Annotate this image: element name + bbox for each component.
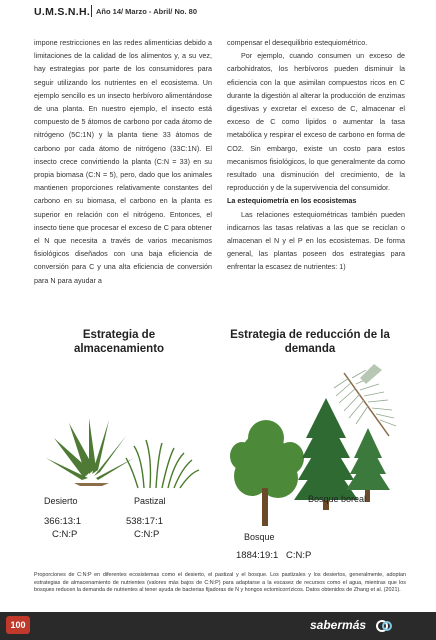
forest-tree-illustration	[230, 420, 304, 526]
header-divider	[91, 5, 92, 17]
desert-label: Desierto	[44, 496, 78, 506]
grassland-illustration	[126, 440, 199, 488]
grassland-cnp: C:N:P	[134, 529, 160, 540]
forest-cnp: C:N:P	[286, 550, 312, 561]
pine-branch-illustration	[334, 364, 396, 436]
left-column	[34, 36, 212, 287]
ecosystem-figure	[34, 318, 406, 568]
right-column	[227, 36, 405, 274]
figure-title-storage: Estrategia de almacenamiento	[73, 329, 165, 355]
brand-name: sabermás	[310, 618, 367, 632]
boreal-forest-label: Bosque boreal	[308, 494, 367, 504]
desert-plant-illustration	[46, 418, 134, 486]
right-paragraph-1: compensar el desequilibrio estequiométrico.	[227, 38, 368, 47]
section-subheading: La estequiometría en los ecosistemas	[227, 196, 357, 206]
right-paragraph-2: Por ejemplo, cuando consumen un exceso de carbohidratos, los herbívoros pueden disminuir la eficiencia con la que asimilan compuestos ricos en C durante la digestión al alterar la producción de enzimas digestivas y excretar el exceso de C, almacenar el exceso de C como lípidos o aumentar la tasa metabólica y respirar el exceso de carbono en forma de CO2. Sin embargo, existe un costo para estos mecanismos fisiológicos, lo que generalmente da como resultado una disminución del crecimiento, de la reproducción y de la supervivencia del consumidor.	[227, 51, 405, 193]
figure-title-demand: Estrategia de reducción de la demanda	[230, 329, 390, 355]
left-paragraph: impone restricciones en las redes alimenticias debido a limitaciones de la calidad de los alimentos y, a su vez, hay estrategias por parte de los consumidores para seguir utilizando los nutrientes en el ecosistema. Un ejemplo sencillo es un insecto herbívoro alimentándose de una planta. En nuestro ejemplo, el insecto está compuesto de 5 átomos de carbono por cada átomo de nitrógeno (5C:1N) y la planta tiene 33 átomos de carbono por cada átomo de nitrógeno (33C:1N). El insecto crece convirtiendo la planta (C:N = 33) en su propia biomasa (C:N = 5), pero, dado que los animales mantienen proporciones relativamente constantes del carbono en su biomasa, el carbono en la planta es superior en relación con el nitrógeno. Entonces, el insecto tiene que procesar el exceso de C para obtener el N que necesita a través de varios mecanismos fisiológicos diseñados con una baja eficiencia de conversión para C y una alta eficiencia de conversión para N para ayudar a	[34, 38, 212, 285]
page-footer	[0, 612, 436, 640]
forest-ratio: 1884:19:1	[236, 550, 279, 561]
brand-logo-icon	[376, 618, 392, 634]
desert-ratio: 366:13:1	[44, 516, 81, 527]
plant-illustrations	[34, 318, 406, 568]
page-header	[0, 0, 436, 22]
issue-info: Año 14/ Marzo - Abril/ No. 80	[96, 7, 197, 16]
forest-label: Bosque	[244, 532, 275, 542]
page-number: 100	[6, 616, 30, 634]
right-paragraph-3: Las relaciones estequiométricas también pueden indicarnos las tasas relativas a las que se reciclan o almacenan el N y el P en los ecosistemas. De forma general, las plantas poseen dos estrategias para enfrentar la escasez de nutrientes: 1)	[227, 209, 405, 272]
journal-name: U.M.S.N.H.	[34, 6, 91, 18]
desert-cnp: C:N:P	[52, 529, 78, 540]
figure-caption: Proporciones de C:N:P en diferentes ecosistemas como el desierto, el pastizal y el bosque. Los pastizales y los desiertos, generalmente, adoptan estrategias de almacenamiento de nutrientes (valores más bajos de C:N:P) para adaptarse a la escasez de recursos como el agua, mientras que los bosques reducen la demanda de nutrientes al tener ayuda de bacterias fijadoras de N y hongos ectomicorrízicos. Datos obtenidos de Zhang et al. (2021).	[34, 572, 406, 594]
grassland-label: Pastizal	[134, 496, 166, 506]
grassland-ratio: 538:17:1	[126, 516, 163, 527]
